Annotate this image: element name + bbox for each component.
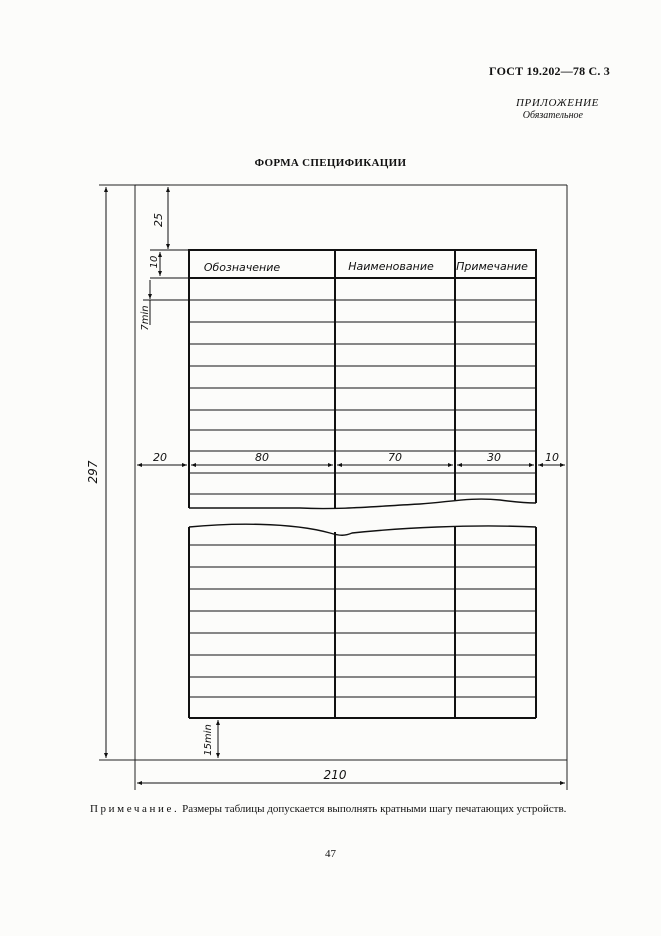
dim-10-right: 10: [545, 451, 559, 464]
appendix-status: Обязательное: [522, 110, 583, 121]
dim-20: 20: [153, 451, 167, 464]
dim-297: 297: [86, 460, 100, 484]
sheet-frame: [99, 185, 567, 790]
footnote-label: Примечание.: [90, 803, 180, 815]
column-header-note: Примечание: [456, 260, 528, 273]
dim-80: 80: [255, 451, 269, 464]
footnote-text: Размеры таблицы допускается выполнять кратными шагу печатающих устройств.: [182, 803, 567, 815]
dim-25: 25: [152, 213, 165, 227]
column-header-designation: Обозначение: [203, 261, 281, 274]
spec-table-upper: [189, 250, 536, 509]
dimension-height: [86, 187, 106, 758]
dim-70: 70: [388, 451, 402, 464]
dimension-width: [137, 768, 565, 783]
column-header-name: Наименование: [348, 260, 434, 273]
dim-15min: 15min: [203, 724, 214, 756]
page-number: 47: [325, 848, 336, 860]
standard-reference: ГОСТ 19.202—78 С. 3: [489, 64, 610, 78]
appendix-label: ПРИЛОЖЕНИЕ: [516, 97, 599, 109]
dim-210: 210: [323, 768, 347, 782]
footnote: [90, 803, 566, 815]
dim-10-header: 10: [149, 255, 160, 269]
dim-7min: 7min: [140, 305, 151, 331]
dimension-top: [135, 185, 189, 325]
form-title: ФОРМА СПЕЦИФИКАЦИИ: [254, 157, 407, 169]
spec-table-lower: [189, 524, 536, 718]
dim-30: 30: [487, 451, 501, 464]
